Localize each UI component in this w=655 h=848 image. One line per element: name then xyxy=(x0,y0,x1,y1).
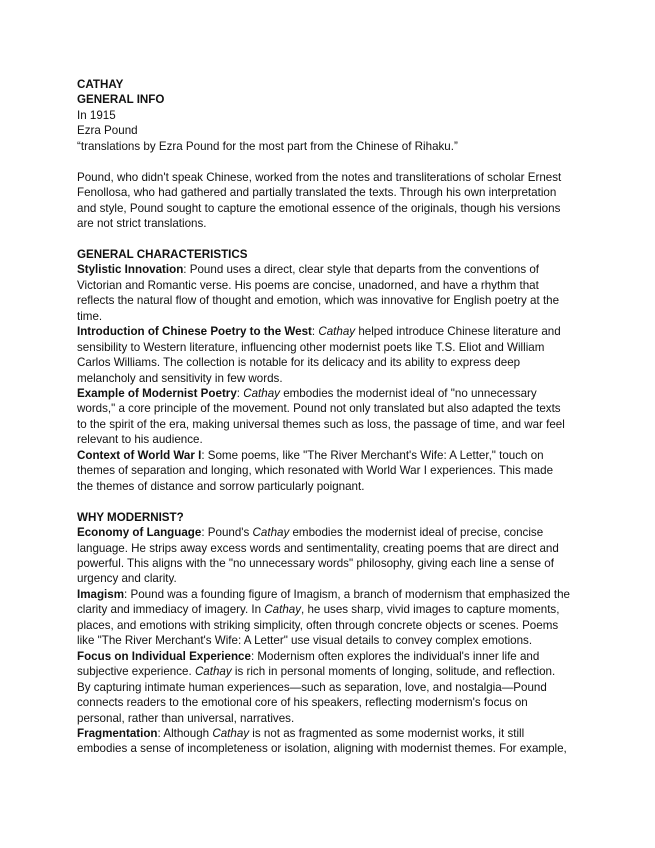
text-fragment: : xyxy=(311,325,319,339)
text-fragment: , he uses sharp, vivid images to capture moments, xyxy=(301,603,560,617)
term-label: Fragmentation xyxy=(77,726,158,740)
text-fragment: embodies the modernist ideal of precise, concise xyxy=(289,526,544,540)
text-fragment: helped introduce Chinese literature and xyxy=(355,325,561,339)
info-subtitle: “translations by Ezra Pound for the most part from the Chinese of Rihaku.” xyxy=(77,139,458,153)
text-fragment: : Pound uses a direct, clear style that departs from the conventions of xyxy=(183,263,540,277)
text-fragment: : Some poems, like "The River Merchant's Wife: A Letter," touch on xyxy=(201,448,544,462)
text-fragment: subjective experience. xyxy=(77,665,195,679)
modernist-economy xyxy=(77,525,585,587)
text-fragment: embodies the modernist ideal of "no unnecessary xyxy=(279,387,537,401)
term-label: Example of Modernist Poetry xyxy=(77,387,237,401)
characteristic-introduction xyxy=(77,324,585,386)
text-line: like "The River Merchant's Wife: A Letter" use visual details to convey complex emotions. xyxy=(77,634,533,648)
characteristic-stylistic-innovation xyxy=(77,262,585,324)
document-title: CATHAY xyxy=(77,78,124,91)
text-fragment: : Pound was a founding figure of Imagism, a branch of modernism that emphasized the xyxy=(124,587,571,601)
text-line: reflects the natural flow of thought and emotion, which was innovative for English poetry at the xyxy=(77,294,560,308)
modernist-heading: WHY MODERNIST? xyxy=(77,510,184,524)
text-fragment: is not as fragmented as some modernist works, it still xyxy=(249,726,525,740)
text-line: places, and emotions with striking simplicity, often through concrete objects or scenes. Poems xyxy=(77,618,559,632)
text-line: urgency and clarity. xyxy=(77,572,177,586)
text-line: powerful. This aligns with the "no unnecessary words" philosophy, giving each line a sense of xyxy=(77,557,554,570)
term-label: Focus on Individual Experience xyxy=(77,649,251,663)
text-fragment: clarity and immediacy of imagery. In xyxy=(77,603,265,617)
text-line: By capturing intimate human experiences—such as separation, love, and nostalgia—Pound xyxy=(77,680,547,694)
text-line: personal, rather than universal, narratives. xyxy=(77,711,295,725)
text-line: sensibility to Western literature, influencing other modernist poets like T.S. Eliot and William xyxy=(77,340,545,354)
book-title: Cathay xyxy=(264,603,302,617)
text-line: time. xyxy=(77,309,103,323)
text-line: themes of separation and longing, which resonated with World War I experiences. This made xyxy=(77,464,554,478)
characteristic-example xyxy=(77,386,585,448)
text-fragment: : Pound's xyxy=(201,526,253,540)
book-title: Cathay xyxy=(212,726,250,740)
text-line: are not strict translations. xyxy=(77,217,207,231)
text-line: words," a core principle of the movement. Pound not only translated but also adapted the texts xyxy=(77,402,561,416)
info-year: In 1915 xyxy=(77,108,116,122)
term-label: Context of World War I xyxy=(77,448,202,462)
term-label: Stylistic Innovation xyxy=(77,263,184,277)
text-line: to the spirit of the era, making universal themes such as loss, the passage of time, and war feel xyxy=(77,417,565,431)
text-fragment: is rich in personal moments of longing, solitude, and reflection. xyxy=(231,665,556,679)
characteristic-context xyxy=(77,448,585,494)
term-label: Economy of Language xyxy=(77,526,202,540)
text-line: Victorian and Romantic verse. His poems are concise, unadorned, and have a rhythm that xyxy=(77,278,539,292)
general-info-heading: GENERAL INFO xyxy=(77,93,165,107)
info-author: Ezra Pound xyxy=(77,124,138,138)
term-label: Imagism xyxy=(77,587,125,601)
term-label: Introduction of Chinese Poetry to the West xyxy=(77,325,312,339)
text-line: Carlos Williams. The collection is notable for its delicacy and its ability to express deep xyxy=(77,356,521,370)
book-title: Cathay xyxy=(194,665,232,679)
text-fragment: : xyxy=(236,387,244,401)
text-fragment: : Although xyxy=(157,726,213,740)
text-line: Fenollosa, who had gathered and partially translated the texts. Through his own interpretation xyxy=(77,186,557,200)
book-title: Cathay xyxy=(243,387,280,401)
modernist-focus xyxy=(77,649,585,726)
text-line: the themes of distance and sorrow particularly poignant. xyxy=(77,479,365,493)
intro-paragraph xyxy=(77,170,585,232)
text-line: melancholy and sensitivity in few words. xyxy=(77,371,283,385)
text-fragment: : Modernism often explores the individual's inner life and xyxy=(250,649,540,663)
text-line: language. He strips away excess words and sentimentality, creating poems that are direct and xyxy=(77,541,559,555)
book-title: Cathay xyxy=(318,325,356,339)
text-line: Pound, who didn't speak Chinese, worked from the notes and transliterations of scholar Ernest xyxy=(77,170,562,184)
text-line: and style, Pound sought to capture the emotional essence of the originals, though his versions xyxy=(77,201,561,215)
text-line: relevant to his audience. xyxy=(77,433,203,447)
modernist-imagism xyxy=(77,587,585,649)
characteristics-heading: GENERAL CHARACTERISTICS xyxy=(77,247,248,261)
text-line: connects readers to the emotional core of his speakers, reflecting modernism's focus on xyxy=(77,696,528,710)
text-line: embodies a sense of incompleteness or isolation, aligning with modernist themes. For example, xyxy=(77,742,567,756)
book-title: Cathay xyxy=(252,526,290,540)
modernist-fragmentation xyxy=(77,726,585,757)
